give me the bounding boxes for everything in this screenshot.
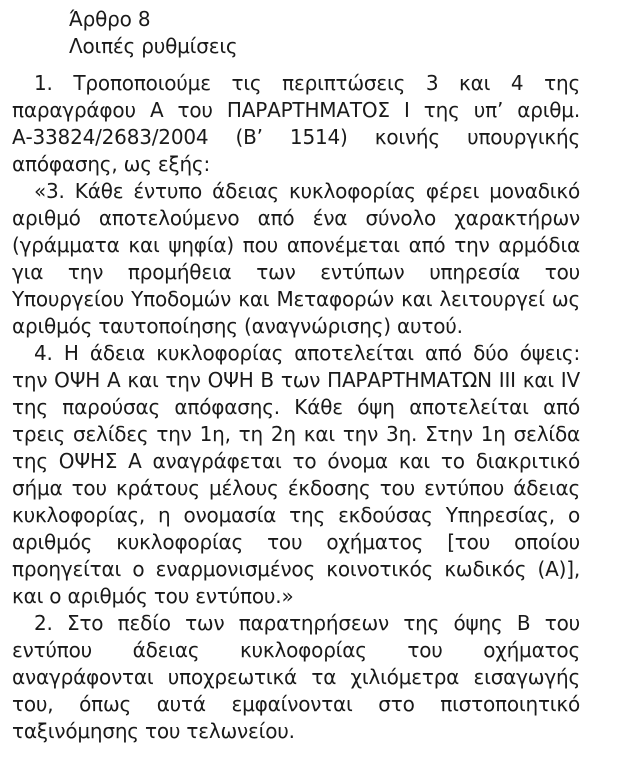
paragraph-1: 1. Τροποποιούμε τις περιπτώσεις 3 και 4 της παραγράφου Α του ΠΑΡΑΡΤΗΜΑΤΟΣ Ι της υπ’ αριθμ. Α-33824/2683/2004 (Β’ 1514) κοινής υπουργικής απόφασης, ως εξής: — [12, 71, 580, 176]
paragraph-case-4: 4. Η άδεια κυκλοφορίας αποτελείται από δύο όψεις: την ΟΨΗ Α και την ΟΨΗ Β των ΠΑΡΑΡΤΗΜΑΤΩΝ ΙΙΙ και IV της παρούσας απόφασης. Κάθε όψη αποτελείται από τρεις σελίδες την 1η, τη 2η και την 3η. Στην 1η σελίδα της ΟΨΗΣ Α αναγράφεται το όνομα και το διακριτικό σήμα του κράτους μέλους έκδοσης του εντύπου άδειας κυκλοφορίας, η ονομασία της εκδούσας Υπηρεσίας, ο αριθμός κυκλοφορίας του οχήματος [του οποίου προηγείται ο εναρμονισμένος κοινοτικός κωδικός (Α)], και ο αριθμός του εντύπου.» — [12, 341, 580, 608]
paragraph-case-3: «3. Κάθε έντυπο άδειας κυκλοφορίας φέρει μοναδικό αριθμό αποτελούμενο από ένα σύνολο χαρακτήρων (γράμματα και ψηφία) που απονέμεται από την αρμόδια για την προμήθεια των εντύπων υπηρεσία του Υπουργείου Υποδομών και Μεταφορών και λειτουργεί ως αριθμός ταυτοποίησης (αναγνώρισης) αυτού. — [12, 179, 580, 338]
article-number: Άρθρο 8 — [69, 7, 151, 31]
paragraph-2: 2. Στο πεδίο των παρατηρήσεων της όψης Β του εντύπου άδειας κυκλοφορίας του οχήματος αναγράφονται υποχρεωτικά τα χιλιόμετρα εισαγωγής του, όπως αυτά εμφαίνονται στο πιστοποιητικό ταξινόμησης του τελωνείου. — [12, 611, 580, 743]
article-heading — [12, 6, 580, 60]
document-page — [12, 6, 580, 745]
article-title: Λοιπές ρυθμίσεις — [69, 34, 238, 58]
